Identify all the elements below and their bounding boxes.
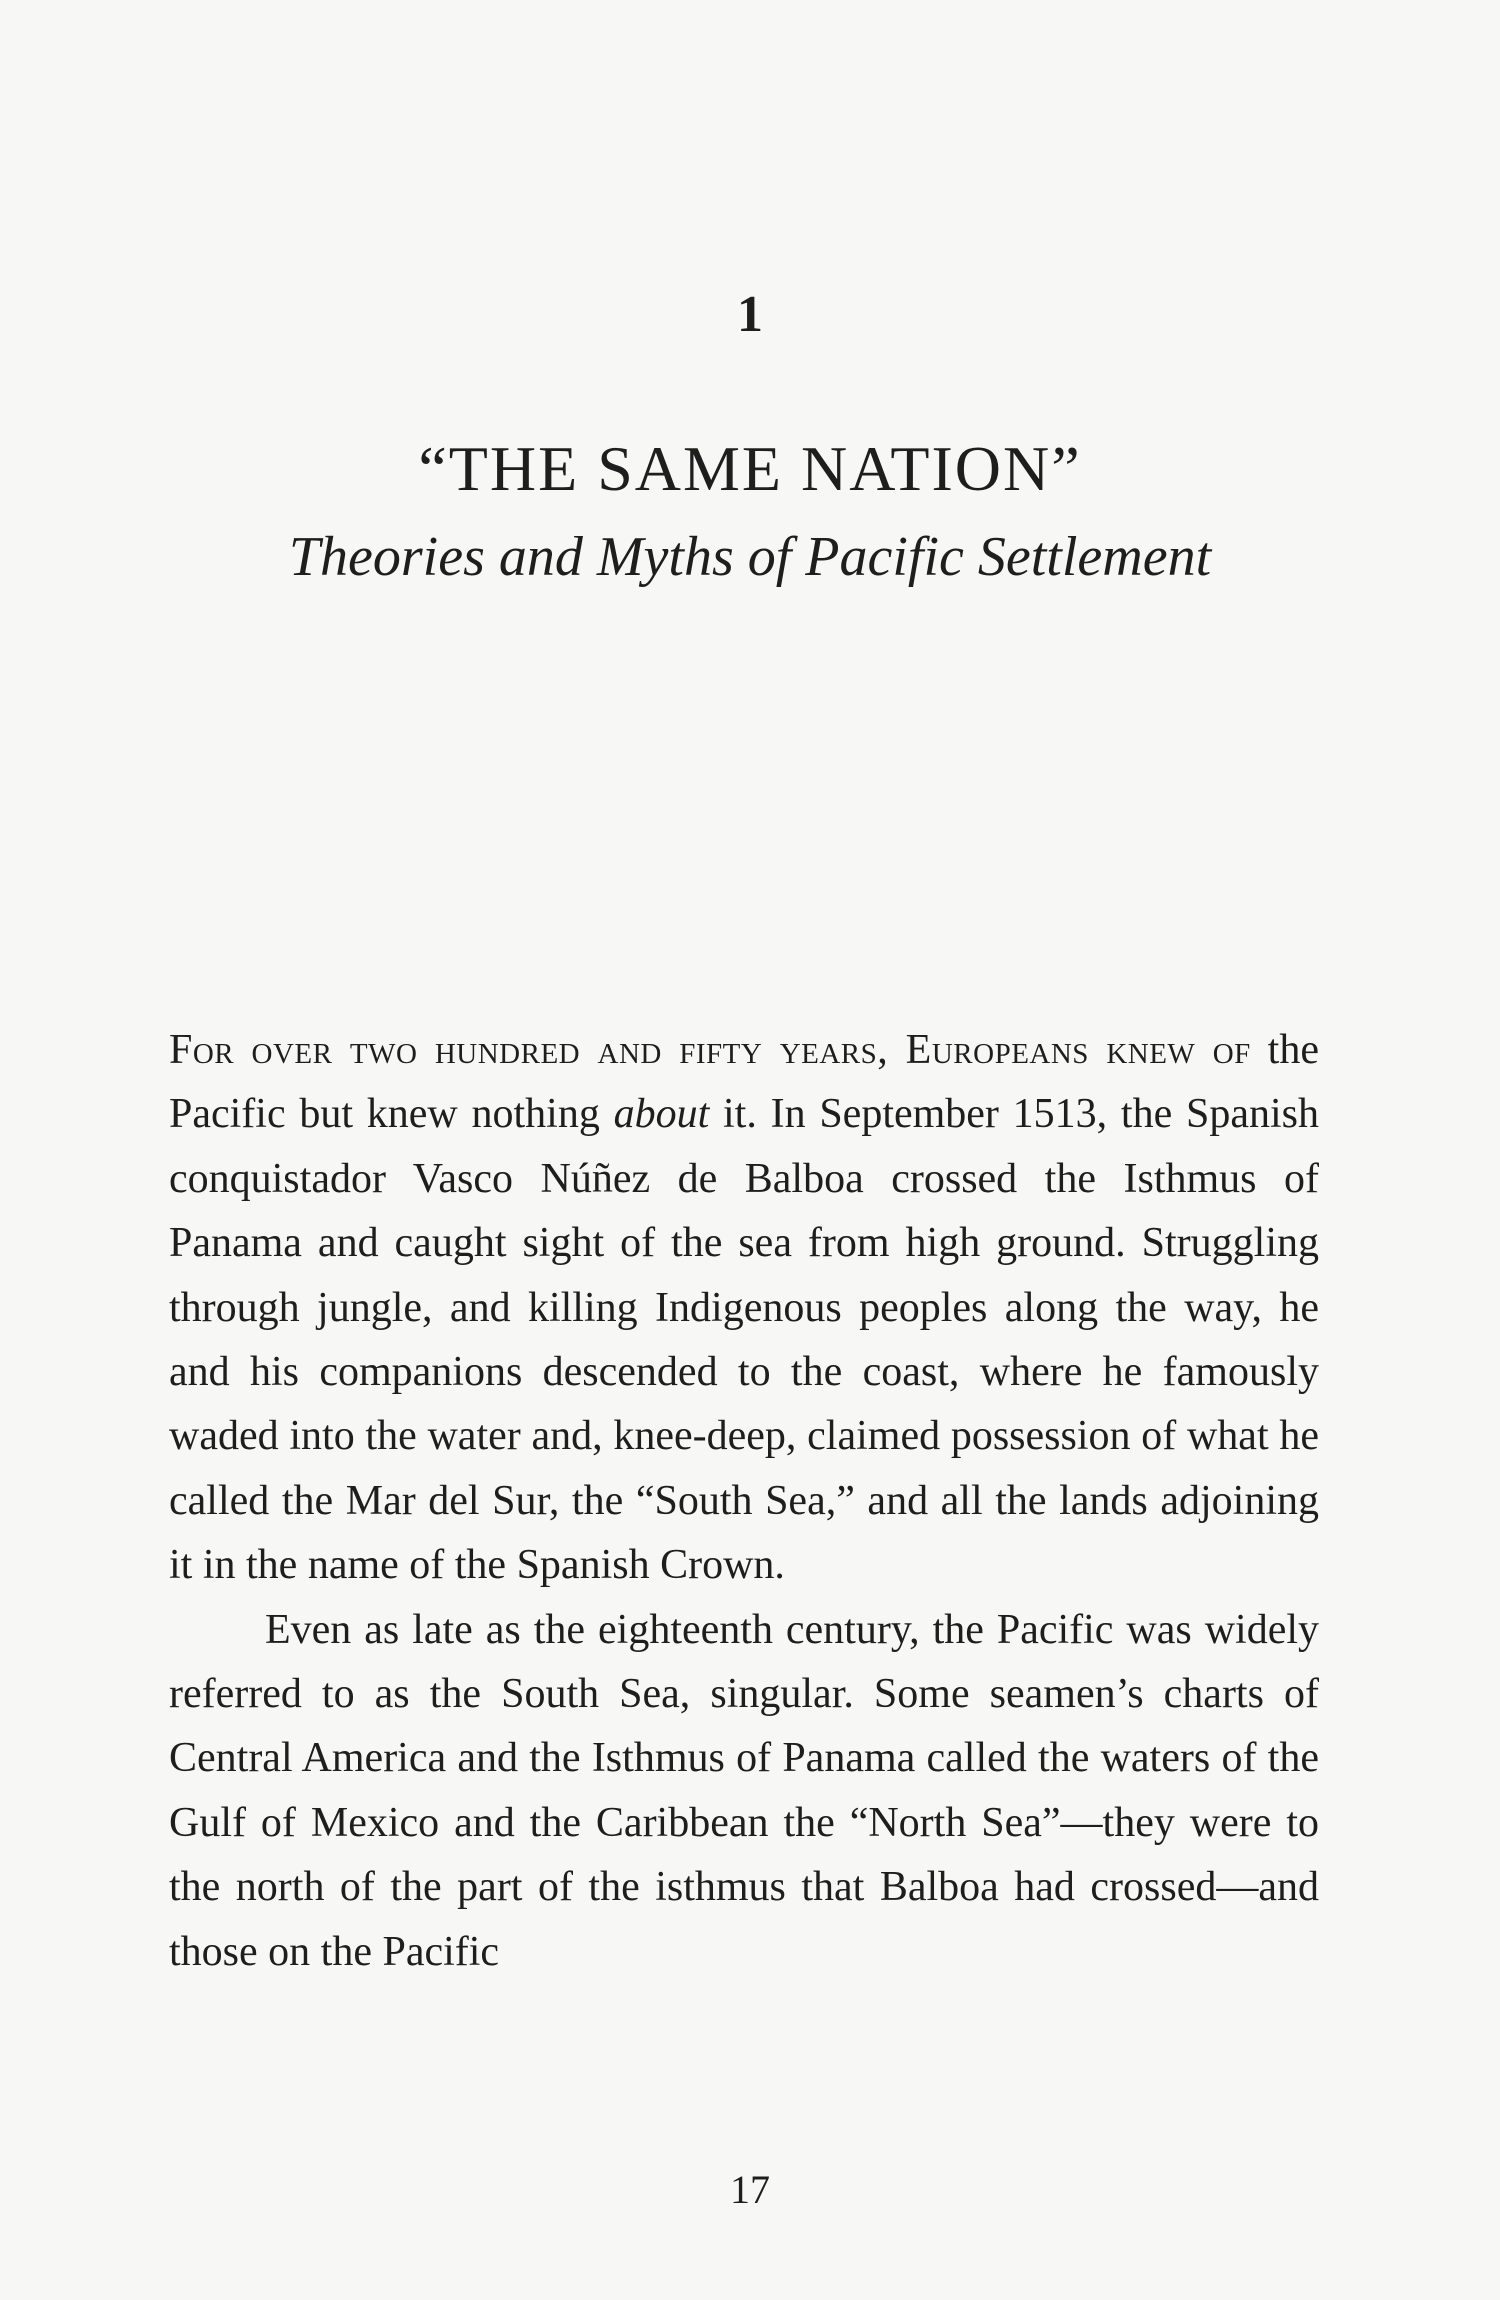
chapter-number: 1 xyxy=(737,286,763,343)
body-text xyxy=(169,1018,1319,1984)
chapter-subtitle: Theories and Myths of Pacific Settlement xyxy=(288,526,1212,588)
paragraph-1 xyxy=(169,1018,1319,1598)
page-number: 17 xyxy=(730,2167,770,2212)
chapter-title: “THE SAME NATION” xyxy=(418,433,1082,504)
paragraph-2: Even as late as the eighteenth century, the Pacific was widely referred to as the South Sea, singular. Some seamen’s charts of Central America and the Isthmus of Panama called the waters of the Gulf of Mexico and the Caribbean the “North Sea”—they were to the north of the part of the isthmus that Balboa had crossed—and those on the Pacific xyxy=(169,1606,1319,1975)
paragraph-1-text-b: it. In September 1513, the Spanish conquistador Vasco Núñez de Balboa crossed the Isthmus of Panama and caught sight of the sea from high ground. Struggling through jungle, and killing Indigenous peoples along the way, he and his companions descended to the coast, where he famously waded into the water and, knee-deep, claimed possession of what he called the Mar del Sur, the “South Sea,” and all the lands adjoining it in the name of the Spanish Crown. xyxy=(169,1091,1319,1589)
paragraph-1-text-a: the Pacific but knew nothing xyxy=(169,1027,1319,1138)
small-caps-lead-in: For over two hundred and fifty years, Europeans knew of xyxy=(169,1027,1251,1073)
italic-emphasis: about xyxy=(613,1091,710,1138)
